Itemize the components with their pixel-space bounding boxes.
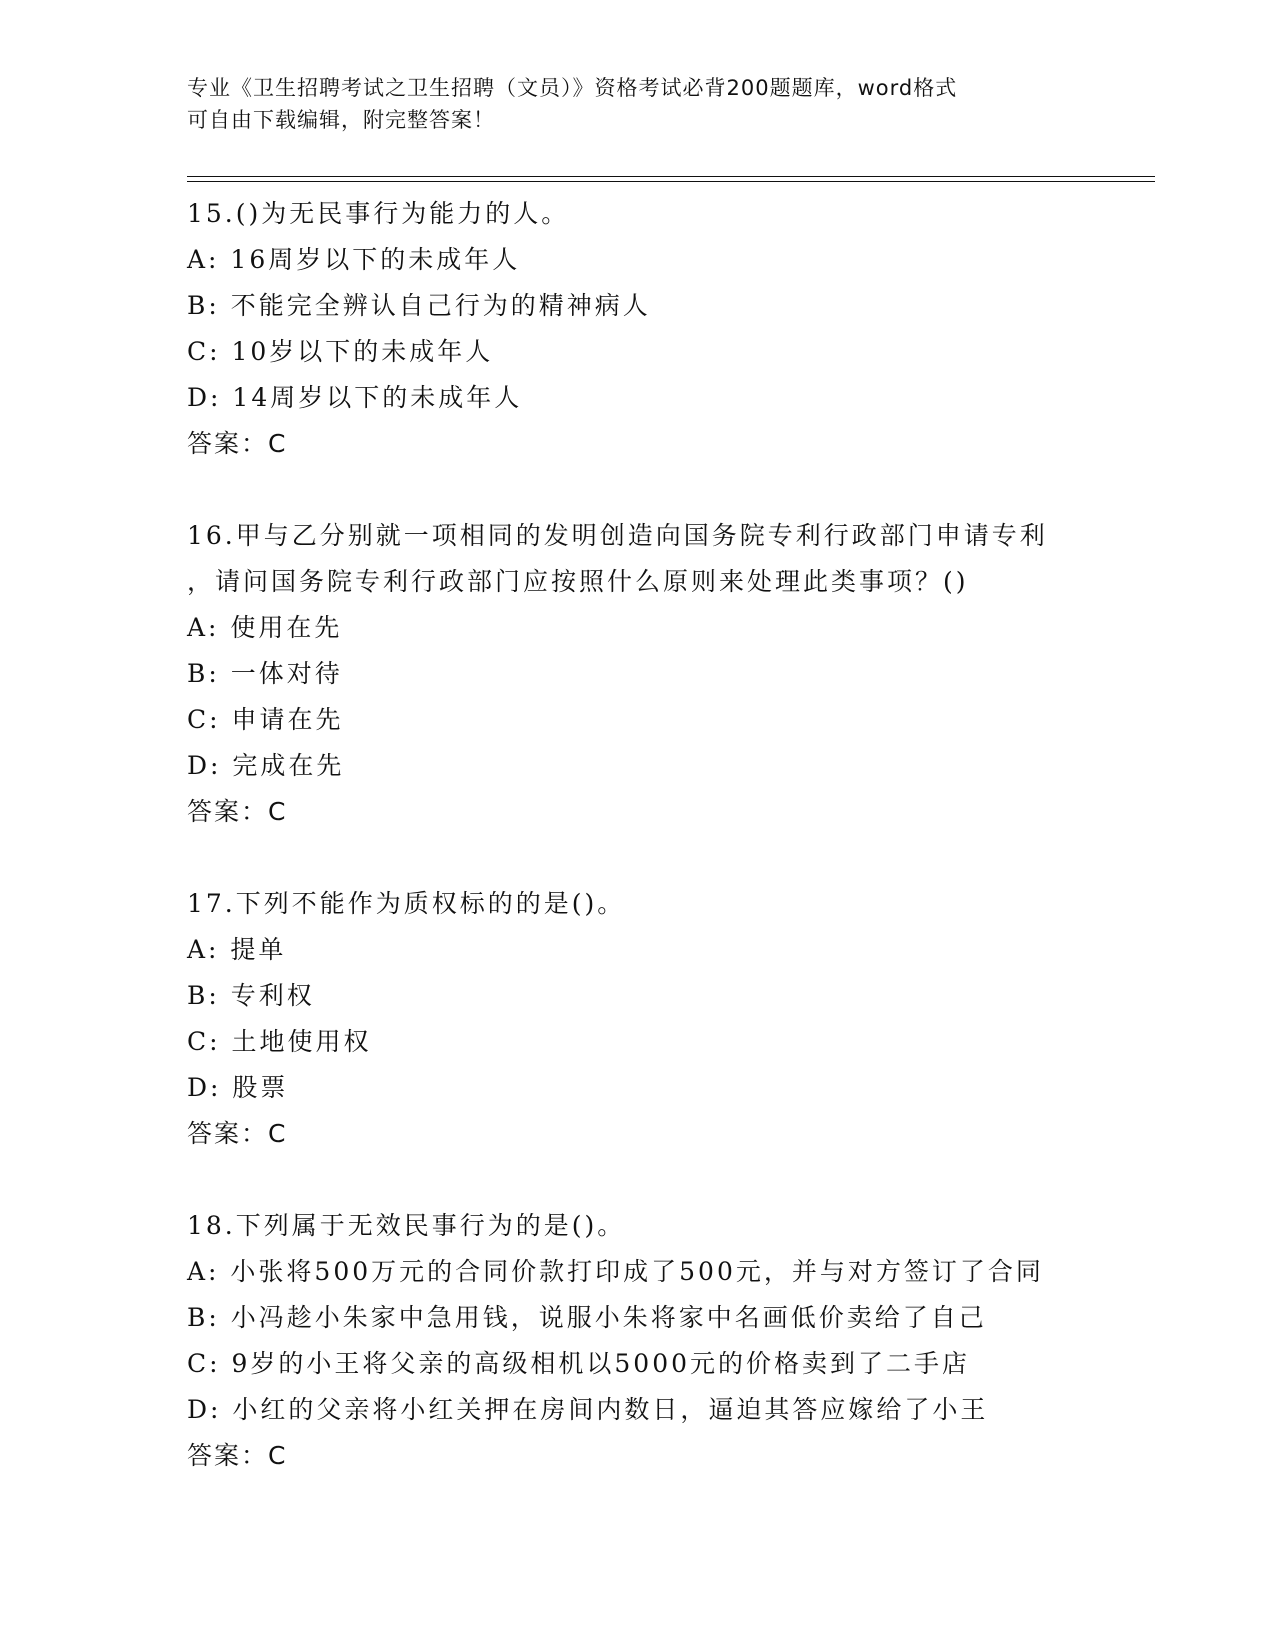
option-d: D: 完成在先 xyxy=(187,751,345,780)
document-header xyxy=(187,72,1087,136)
option-c: C: 9岁的小王将父亲的高级相机以5000元的价格卖到了二手店 xyxy=(187,1349,971,1378)
answer-line: 答案：C xyxy=(187,797,288,826)
option-c: C: 土地使用权 xyxy=(187,1027,372,1056)
header-line-1: 专业《卫生招聘考试之卫生招聘（文员）》资格考试必背200题题库，word格式 xyxy=(187,76,958,100)
question-18 xyxy=(187,1203,1087,1479)
header-line-2: 可自由下载编辑，附完整答案！ xyxy=(187,108,495,132)
option-a: A: 提单 xyxy=(187,935,287,964)
option-d: D: 股票 xyxy=(187,1073,289,1102)
question-17 xyxy=(187,881,1087,1157)
question-stem-continued: ，请问国务院专利行政部门应按照什么原则来处理此类事项？() xyxy=(187,567,969,596)
option-b: B: 小冯趁小朱家中急用钱，说服小朱将家中名画低价卖给了自己 xyxy=(187,1303,987,1332)
answer-line: 答案：C xyxy=(187,429,288,458)
option-b: B: 不能完全辨认自己行为的精神病人 xyxy=(187,291,651,320)
question-16 xyxy=(187,513,1087,835)
answer-line: 答案：C xyxy=(187,1441,288,1470)
option-a: A: 使用在先 xyxy=(187,613,343,642)
option-d: D: 小红的父亲将小红关押在房间内数日，逼迫其答应嫁给了小王 xyxy=(187,1395,989,1424)
option-c: C: 申请在先 xyxy=(187,705,344,734)
option-a: A: 16周岁以下的未成年人 xyxy=(187,245,521,274)
option-a: A: 小张将500万元的合同价款打印成了500元，并与对方签订了合同 xyxy=(187,1257,1044,1286)
option-d: D: 14周岁以下的未成年人 xyxy=(187,383,523,412)
question-stem: 18.下列属于无效民事行为的是()。 xyxy=(187,1211,626,1240)
question-stem: 16.甲与乙分别就一项相同的发明创造向国务院专利行政部门申请专利 xyxy=(187,521,1048,550)
question-stem: 17.下列不能作为质权标的的是()。 xyxy=(187,889,626,918)
option-b: B: 一体对待 xyxy=(187,659,343,688)
question-list xyxy=(187,191,1087,1525)
option-b: B: 专利权 xyxy=(187,981,315,1010)
question-stem: 15.()为无民事行为能力的人。 xyxy=(187,199,570,228)
question-15 xyxy=(187,191,1087,467)
option-c: C: 10岁以下的未成年人 xyxy=(187,337,494,366)
header-double-rule xyxy=(187,176,1155,182)
answer-line: 答案：C xyxy=(187,1119,288,1148)
